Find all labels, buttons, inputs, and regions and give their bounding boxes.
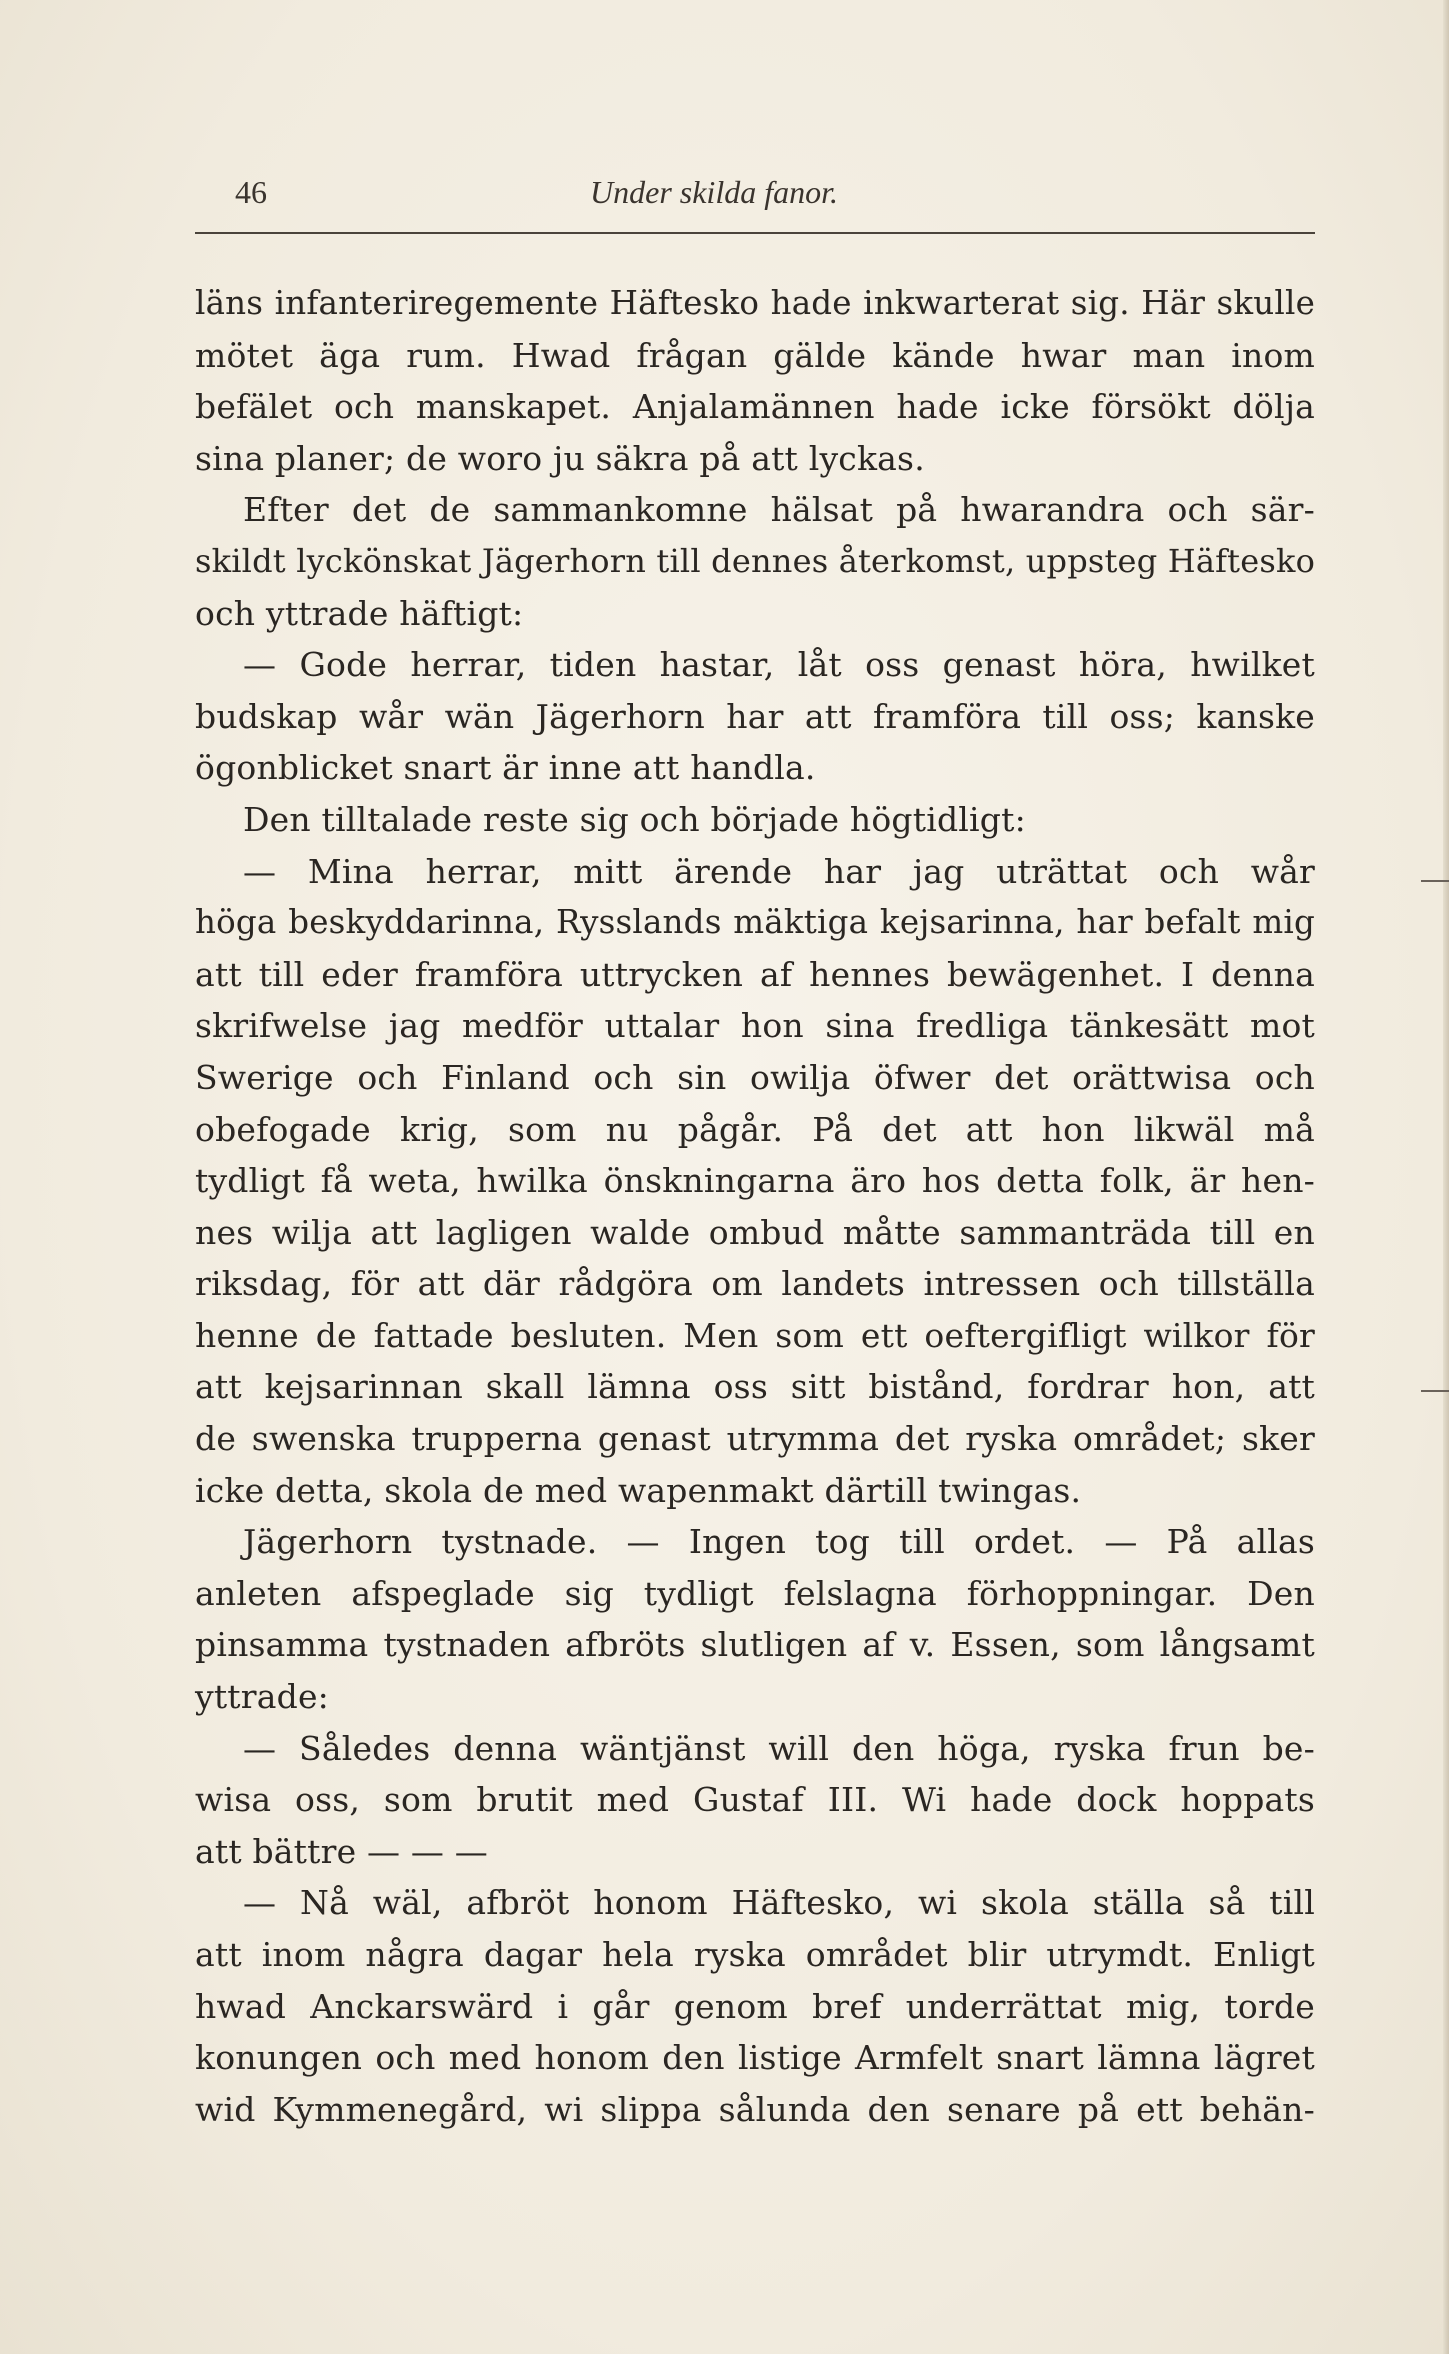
running-title: Under skilda fanor.: [590, 174, 838, 210]
text-line: tydligt få weta, hwilka önskningarna äro hos detta folk, är hen-: [195, 1161, 1315, 1201]
text-line: de swenska trupperna genast utrymma det ryska området; sker: [195, 1419, 1315, 1459]
text-line: riksdag, för att där rådgöra om landets intressen och tillställa: [195, 1264, 1315, 1304]
text-line: wisa oss, som brutit med Gustaf III. Wi hade dock hoppats: [195, 1780, 1315, 1820]
text-line: budskap wår wän Jägerhorn har att framföra till oss; kanske: [195, 696, 1315, 736]
text-line: yttrade:: [195, 1677, 329, 1717]
text-line: att kejsarinnan skall lämna oss sitt bistånd, fordrar hon, att: [195, 1367, 1315, 1407]
text-line: henne de fattade besluten. Men som ett oeftergifligt wilkor för: [195, 1315, 1315, 1355]
running-head: [195, 170, 1315, 230]
text-line: Den tilltalade reste sig och började högtidligt:: [243, 799, 1026, 839]
text-line: skildt lyckönskat Jägerhorn till dennes återkomst, uppsteg Häftesko: [195, 541, 1316, 580]
body-text: [195, 278, 1315, 2135]
text-line: wid Kymmenegård, wi slippa sålunda den senare på ett behän-: [195, 2089, 1315, 2129]
text-line: att till eder framföra uttrycken af hennes bewägenhet. I denna: [195, 954, 1315, 994]
text-line: mötet äga rum. Hwad frågan gälde kände hwar man inom: [195, 335, 1315, 375]
text-line: konungen och med honom den listige Armfelt snart lämna lägret: [195, 2038, 1315, 2078]
margin-mark: [1421, 880, 1449, 882]
page-number: 46: [235, 174, 267, 210]
text-line: sina planer; de woro ju säkra på att lyckas.: [195, 438, 925, 478]
text-line: — Gode herrar, tiden hastar, låt oss genast höra, hwilket: [243, 645, 1315, 685]
text-line: pinsamma tystnaden afbröts slutligen af v. Essen, som långsamt: [195, 1625, 1315, 1665]
text-line: Efter det de sammankomne hälsat på hwarandra och sär-: [243, 490, 1315, 530]
text-line: anleten afspeglade sig tydligt felslagna förhoppningar. Den: [195, 1573, 1315, 1613]
text-line: Swerige och Finland och sin owilja öfwer det orättwisa och: [195, 1057, 1315, 1097]
text-line: icke detta, skola de med wapenmakt därtill twingas.: [195, 1470, 1082, 1510]
text-line: — Mina herrar, mitt ärende har jag uträttat och wår: [243, 851, 1315, 891]
text-line: ögonblicket snart är inne att handla.: [195, 748, 816, 788]
text-line: höga beskyddarinna, Rysslands mäktiga kejsarinna, har befalt mig: [195, 903, 1315, 942]
text-line: Jägerhorn tystnade. — Ingen tog till ordet. — På allas: [243, 1522, 1315, 1562]
header-rule: [195, 232, 1315, 234]
text-line: — Nå wäl, afbröt honom Häftesko, wi skola ställa så till: [243, 1883, 1315, 1923]
text-line: — Således denna wäntjänst will den höga, ryska frun be-: [243, 1728, 1315, 1768]
margin-mark: [1421, 1390, 1449, 1392]
text-line: läns infanteriregemente Häftesko hade inkwarterat sig. Här skulle: [195, 284, 1315, 322]
text-line: och yttrade häftigt:: [195, 593, 524, 633]
text-line: skrifwelse jag medför uttalar hon sina fredliga tänkesätt mot: [195, 1006, 1315, 1046]
text-line: att bättre — — —: [195, 1831, 488, 1871]
text-line: obefogade krig, som nu pågår. På det att hon likwäl må: [195, 1109, 1315, 1149]
text-line: hwad Anckarswärd i går genom bref underrättat mig, torde: [195, 1986, 1315, 2026]
text-line: nes wilja att lagligen walde ombud måtte sammanträda till en: [195, 1212, 1315, 1252]
text-line: befälet och manskapet. Anjalamännen hade icke försökt dölja: [195, 387, 1315, 427]
page-edge: [1443, 0, 1449, 2354]
text-line: att inom några dagar hela ryska området blir utrymdt. Enligt: [195, 1935, 1315, 1974]
